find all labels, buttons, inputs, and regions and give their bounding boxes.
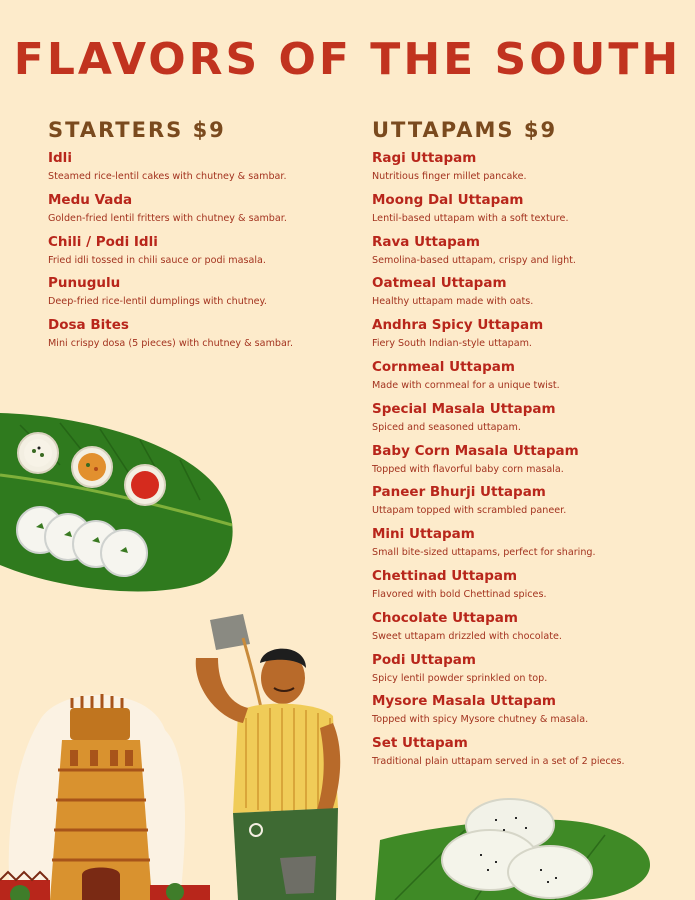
item-name: Chettinad Uttapam [372,567,518,584]
item-name: Moong Dal Uttapam [372,191,524,208]
item-name: Chili / Podi Idli [48,233,158,250]
item-description: Fiery South Indian-style uttapam. [372,338,532,350]
menu-item [372,441,672,483]
item-description: Sweet uttapam drizzled with chocolate. [372,630,562,642]
menu-item [372,232,672,274]
menu-item [372,357,672,399]
menu-item [48,273,338,315]
item-name: Mysore Masala Uttapam [372,693,557,710]
item-name: Idli [48,150,72,166]
item-description: Nutritious finger millet pancake. [372,171,527,182]
item-name: Mini Uttapam [372,526,475,543]
starters-heading: STARTERS $9 [48,118,226,142]
item-name: Special Masala Uttapam [372,400,556,417]
item-name: Dosa Bites [48,317,129,334]
menu-item [372,733,672,775]
item-description: Lentil-based uttapam with a soft texture. [372,212,569,224]
item-description: Flavored with bold Chettinad spices. [372,588,547,600]
temple-gopuram-icon [0,680,210,900]
menu-item [372,148,672,190]
item-name: Paneer Bhurji Uttapam [372,484,546,501]
tea-pouring-man-icon [188,608,353,900]
uttapam-plate-icon [375,790,655,900]
item-name: Ragi Uttapam [372,150,477,166]
item-name: Rava Uttapam [372,233,480,250]
menu-item [372,190,672,232]
item-name: Set Uttapam [372,735,468,752]
menu-item [48,148,338,190]
menu-item [372,650,672,692]
item-description: Made with cornmeal for a unique twist. [372,379,560,391]
item-description: Mini crispy dosa (5 pieces) with chutney & sambar. [48,338,293,350]
item-description: Golden-fried lentil fritters with chutney & sambar. [48,212,287,224]
item-description: Deep-fried rice-lentil dumplings with chutney. [48,296,267,308]
menu-title: FLAVORS OF THE SOUTH [13,34,682,85]
menu-item [372,273,672,315]
menu-item [48,232,338,274]
menu-item [372,608,672,650]
item-description: Spicy lentil powder sprinkled on top. [372,672,548,684]
uttapams-heading: UTTAPAMS $9 [372,118,558,142]
menu-item [48,190,338,232]
menu-item [372,691,672,733]
item-description: Spiced and seasoned uttapam. [372,421,521,433]
menu-item [372,399,672,441]
banana-leaf-idli-icon [0,405,245,595]
item-description: Uttapam topped with scrambled paneer. [372,505,567,517]
item-name: Podi Uttapam [372,651,476,668]
menu-item [372,524,672,566]
item-description: Healthy uttapam made with oats. [372,296,534,308]
uttapams-section [372,118,672,775]
item-name: Medu Vada [48,191,133,208]
menu-item [372,482,672,524]
item-name: Punugulu [48,275,121,292]
item-name: Andhra Spicy Uttapam [372,317,544,334]
item-name: Oatmeal Uttapam [372,275,507,292]
item-description: Traditional plain uttapam served in a set of 2 pieces. [372,756,625,768]
item-description: Topped with spicy Mysore chutney & masala. [372,714,589,726]
item-description: Topped with flavorful baby corn masala. [372,463,564,475]
item-description: Fried idli tossed in chili sauce or podi masala. [48,254,266,266]
starters-section [48,118,338,357]
item-description: Semolina-based uttapam, crispy and light. [372,254,576,266]
item-description: Steamed rice-lentil cakes with chutney & sambar. [48,171,287,182]
menu-item [48,315,338,357]
menu-item [372,315,672,357]
item-description: Small bite-sized uttapams, perfect for sharing. [372,547,596,559]
menu-item [372,566,672,608]
item-name: Chocolate Uttapam [372,609,518,626]
item-name: Cornmeal Uttapam [372,358,515,375]
item-name: Baby Corn Masala Uttapam [372,442,579,459]
